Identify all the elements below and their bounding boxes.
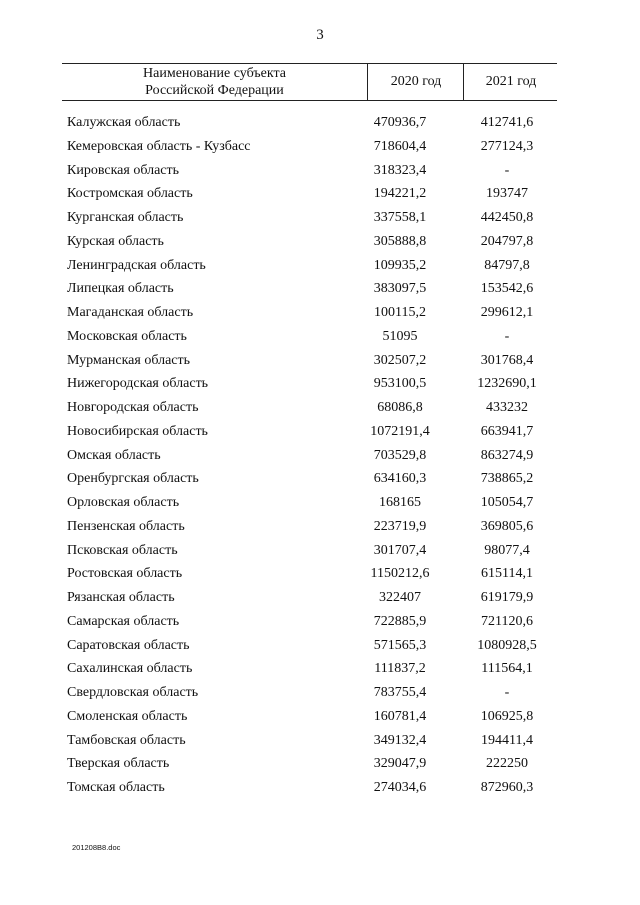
value-2020: 322407 — [379, 590, 421, 605]
value-2021: 1080928,5 — [477, 637, 537, 653]
value-2020: 51095 — [382, 328, 418, 344]
document-filename: 201208B8.doc — [72, 843, 121, 852]
table-row — [0, 183, 640, 207]
table-row — [0, 207, 640, 231]
value-2021: 369805,6 — [480, 518, 534, 534]
table-row — [0, 445, 640, 469]
table-row — [0, 730, 640, 754]
value-2020: 1150212,6 — [370, 566, 430, 582]
table-row — [0, 373, 640, 397]
value-2021: 98077,4 — [484, 542, 530, 558]
value-2020: 718604,4 — [373, 138, 427, 154]
value-2020: 571565,3 — [373, 637, 427, 653]
value-2021: 738865,2 — [480, 471, 534, 487]
value-2021: - — [504, 328, 510, 344]
value-2020: 383097,5 — [373, 281, 427, 297]
value-2020: 168165 — [379, 495, 421, 510]
value-2021: 663941,7 — [480, 423, 534, 439]
value-2021: 193747 — [486, 186, 528, 202]
value-2021: 105054,7 — [480, 495, 534, 510]
value-2021: 619179,9 — [480, 590, 534, 605]
value-2020: 160781,4 — [373, 708, 427, 724]
region-name: Самарская область — [67, 613, 180, 629]
region-name: Тверская область — [67, 756, 170, 772]
value-2021: 299612,1 — [480, 305, 534, 320]
value-2020: 274034,6 — [373, 780, 427, 795]
value-2020: 349132,4 — [373, 732, 427, 748]
value-2021: 194411,4 — [481, 732, 533, 748]
value-2021: 615114,1 — [481, 566, 533, 582]
table-row — [0, 468, 640, 492]
region-name: Орловская область — [67, 495, 180, 510]
value-2020: 783755,4 — [373, 685, 427, 700]
region-name: Калужская область — [67, 115, 181, 130]
value-2021: 222250 — [486, 756, 528, 772]
value-2021: 84797,8 — [484, 257, 530, 273]
value-2021: 277124,3 — [480, 138, 534, 154]
table-row — [0, 278, 640, 302]
region-name: Московская область — [67, 328, 187, 344]
value-2021: 442450,8 — [480, 210, 534, 225]
header-year-2020: 2020 год — [367, 64, 464, 100]
region-name: Магаданская область — [67, 305, 194, 320]
table-row — [0, 587, 640, 611]
table-row — [0, 350, 640, 374]
table-row — [0, 516, 640, 540]
value-2020: 337558,1 — [373, 210, 427, 225]
table-row — [0, 706, 640, 730]
region-name: Тамбовская область — [67, 732, 186, 748]
table-row — [0, 112, 640, 136]
region-name: Курганская область — [67, 210, 184, 225]
header-subject-name-line2: Российской Федерации — [145, 83, 284, 98]
value-2020: 68086,8 — [377, 400, 423, 415]
value-2021: 412741,6 — [480, 115, 534, 130]
value-2020: 329047,9 — [373, 756, 427, 772]
region-name: Саратовская область — [67, 637, 190, 653]
region-name: Кировская область — [67, 162, 180, 178]
header-year-2021: 2021 год — [463, 64, 558, 100]
region-name: Пензенская область — [67, 518, 185, 534]
value-2020: 302507,2 — [373, 352, 427, 368]
region-name: Рязанская область — [67, 590, 175, 605]
region-name: Кемеровская область - Кузбасс — [67, 138, 251, 154]
value-2020: 111837,2 — [374, 661, 426, 677]
table-row — [0, 492, 640, 516]
region-name: Новосибирская область — [67, 423, 208, 439]
value-2021: 301768,4 — [480, 352, 534, 368]
region-name: Оренбургская область — [67, 471, 199, 487]
region-name: Новгородская область — [67, 400, 199, 415]
table-row — [0, 563, 640, 587]
region-name: Курская область — [67, 233, 164, 249]
value-2020: 318323,4 — [373, 162, 427, 178]
region-name: Сахалинская область — [67, 661, 193, 677]
region-name: Ленинградская область — [67, 257, 206, 273]
region-name: Нижегородская область — [67, 376, 209, 392]
value-2020: 305888,8 — [373, 233, 427, 249]
region-name: Свердловская область — [67, 685, 199, 700]
table-body — [0, 112, 640, 801]
value-2020: 223719,9 — [373, 518, 427, 534]
table-row — [0, 421, 640, 445]
value-2020: 703529,8 — [373, 447, 427, 463]
table-row — [0, 635, 640, 659]
table-row — [0, 397, 640, 421]
value-2021: 433232 — [486, 400, 528, 415]
table-row — [0, 682, 640, 706]
value-2020: 953100,5 — [373, 376, 427, 392]
region-name: Липецкая область — [67, 281, 174, 297]
table-row — [0, 753, 640, 777]
region-name: Томская область — [67, 780, 165, 795]
value-2021: - — [504, 685, 510, 700]
value-2021: 106925,8 — [480, 708, 534, 724]
table-row — [0, 777, 640, 801]
region-name: Омская область — [67, 447, 161, 463]
table-row — [0, 160, 640, 184]
region-name: Мурманская область — [67, 352, 191, 368]
header-subject-name — [62, 64, 367, 100]
region-name: Ростовская область — [67, 566, 183, 582]
value-2020: 100115,2 — [374, 305, 426, 320]
value-2021: - — [504, 162, 510, 178]
value-2020: 722885,9 — [373, 613, 427, 629]
value-2020: 1072191,4 — [370, 423, 430, 439]
value-2020: 301707,4 — [373, 542, 427, 558]
value-2021: 153542,6 — [480, 281, 534, 297]
table-row — [0, 326, 640, 350]
table-row — [0, 136, 640, 160]
value-2020: 470936,7 — [373, 115, 427, 130]
region-name: Костромская область — [67, 186, 193, 202]
table-row — [0, 302, 640, 326]
table-row — [0, 540, 640, 564]
table-header — [62, 63, 557, 101]
table-row — [0, 658, 640, 682]
header-subject-name-line1: Наименование субъекта — [143, 66, 286, 81]
table-row — [0, 611, 640, 635]
value-2021: 204797,8 — [480, 233, 534, 249]
value-2021: 111564,1 — [481, 661, 533, 677]
value-2021: 1232690,1 — [477, 376, 537, 392]
value-2020: 634160,3 — [373, 471, 427, 487]
page-number: 3 — [316, 27, 324, 43]
region-name: Псковская область — [67, 542, 178, 558]
value-2020: 109935,2 — [373, 257, 427, 273]
value-2021: 863274,9 — [480, 447, 534, 463]
table-row — [0, 255, 640, 279]
value-2020: 194221,2 — [373, 186, 427, 202]
table-row — [0, 231, 640, 255]
value-2021: 872960,3 — [480, 780, 534, 795]
value-2021: 721120,6 — [481, 613, 533, 629]
region-name: Смоленская область — [67, 708, 188, 724]
